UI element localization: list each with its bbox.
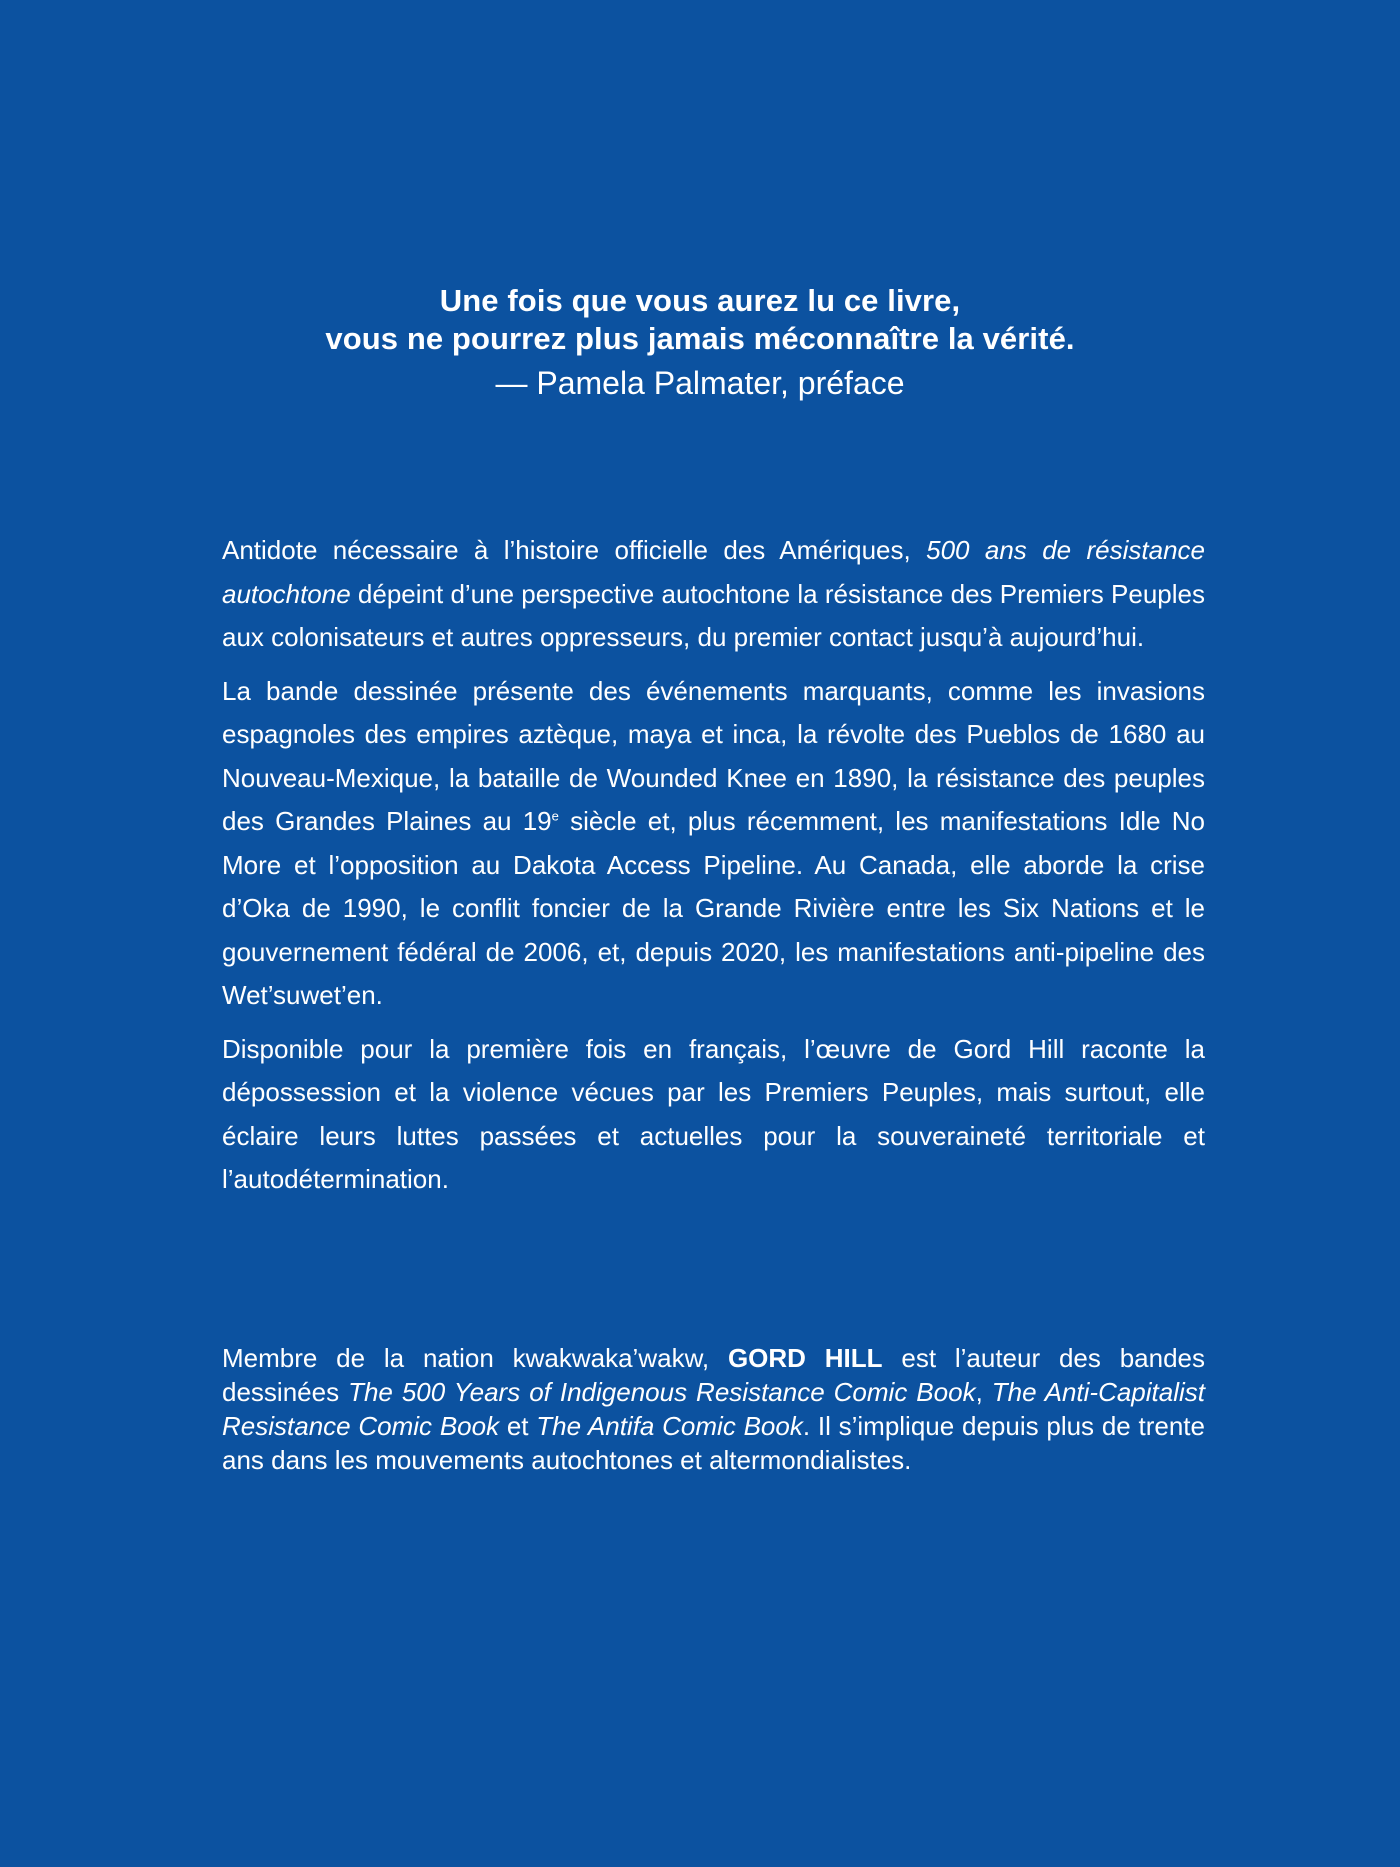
author-bio <box>222 1341 1205 1477</box>
quote-attribution: — Pamela Palmater, préface <box>495 365 905 401</box>
quote-line-2: vous ne pourrez plus jamais méconnaître la vérité. <box>325 321 1075 356</box>
quote-line-1: Une fois que vous aurez lu ce livre, <box>439 283 961 318</box>
author-name: GORD HILL <box>727 1343 883 1373</box>
description-paragraph-2 <box>222 670 1205 1018</box>
book-title-1: The 500 Years of Indigenous Resistance Comic Book <box>348 1377 976 1407</box>
bio-intro: Membre de la nation kwakwaka’wakw, <box>222 1343 728 1373</box>
p1-text-start: Antidote nécessaire à l’histoire officielle des Amériques, <box>222 535 927 565</box>
book-title-3: The Antifa Comic Book <box>536 1411 803 1441</box>
book-title-2: The Anti-Capitalist Resistance Comic Book <box>222 1377 1206 1441</box>
description-paragraph-3: Disponible pour la première fois en français, l’œuvre de Gord Hill raconte la dépossession et la violence vécues par les Premiers Peuples, mais surtout, elle éclaire leurs luttes passées et actuelles pour la souveraineté territoriale et l’autodétermination. <box>222 1033 1205 1194</box>
p1-text-end: dépeint d’une perspective autochtone la résistance des Premiers Peuples aux colonisateurs et autres oppresseurs, du premier contact jusqu’à aujourd’hui. <box>222 578 1205 652</box>
bio-separator-2: et <box>499 1411 537 1441</box>
book-title-fr: 500 ans de résistance autochtone <box>222 535 1206 609</box>
bio-separator-1: , <box>975 1377 992 1407</box>
book-description <box>222 529 1205 1212</box>
p2-text-end: siècle et, plus récemment, les manifestations Idle No More et l’opposition au Dakota Access Pipeline. Au Canada, elle aborde la crise d’Oka de 1990, le conflit foncier de la Grande Rivière entre les Six Nations et le gouvernement fédéral de 2006, et, depuis 2020, les manifestations anti-pipeline des Wet’suwet’en. <box>222 806 1205 1010</box>
p2-text-start: La bande dessinée présente des événements marquants, comme les invasions espagnoles des empires aztèque, maya et inca, la révolte des Pueblos de 1680 au Nouveau-Mexique, la bataille de Wounded Knee en 1890, la résistance des peuples des Grandes Plaines au 19 <box>222 675 1205 836</box>
author-bio-paragraph <box>222 1341 1205 1477</box>
description-paragraph-1 <box>222 529 1205 660</box>
pull-quote <box>0 282 1400 406</box>
century-superscript: e <box>551 808 559 824</box>
bio-text-end: . Il s’implique depuis plus de trente ans dans les mouvements autochtones et altermondialistes. <box>222 1411 1205 1475</box>
bio-text-1: est l’auteur des bandes dessinées <box>222 1343 1205 1407</box>
